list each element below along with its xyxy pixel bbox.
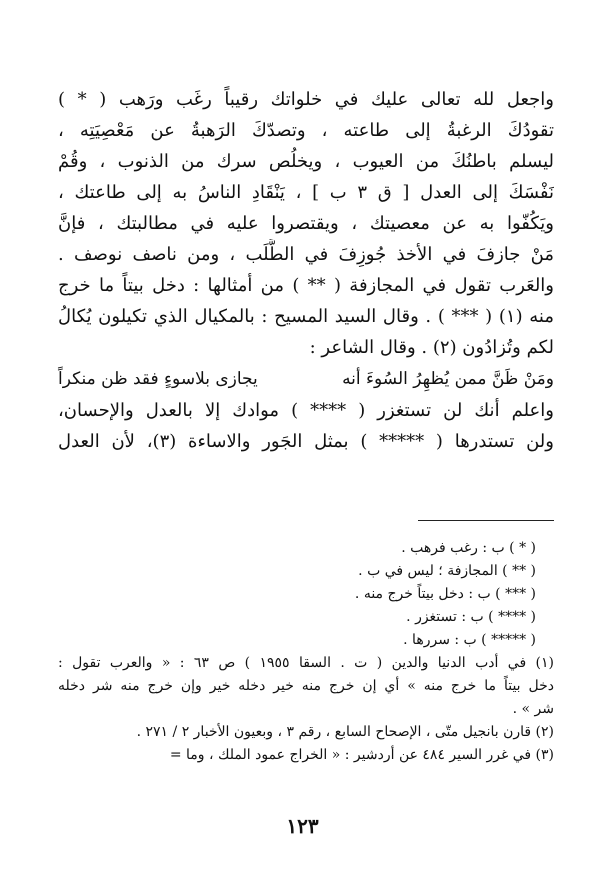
- text-line: ليسلم باطنُكَ من العيوب ، ويخلُص سرك من الذنوب ، وقُمْ: [58, 151, 554, 172]
- text-line: نَفْسَكَ إلى العدل [ ق ٣ ب ] ، يَنْقَادِ الناسُ به إلى طاعتك ،: [58, 182, 554, 203]
- footnotes: [58, 537, 554, 767]
- text-line: واعلم أنك لن تستغزر ( **** ) موادك إلا بالعدل والإحسان،: [58, 400, 554, 421]
- text-line: والعَرب تقول في المجازفة ( ** ) من أمثالها : دخل بيتاً ما خرج: [58, 275, 554, 296]
- footnote: ( *** ) ب : دخل بيتاً خرج منه .: [354, 586, 536, 602]
- footnote: (٣) في غرر السير ٤٨٤ عن أردشير : « الخراج عمود الملك ، وما =: [169, 747, 554, 763]
- footnote: شر » .: [512, 701, 554, 717]
- footnote: دخل بيتاً ما خرج منه » أي إن خرج منه خير دخله خير وإن خرج منه شر دخله: [58, 678, 554, 694]
- footnote: (١) في أدب الدنيا والدين ( ت . السقا ١٩٥٥ ) ص ٦٣ : « والعرب تقول :: [58, 655, 554, 671]
- footnote: ( * ) ب : رغب فرهب .: [401, 540, 536, 556]
- page-number: ١٢٣: [286, 814, 319, 838]
- poetry-verse: [58, 363, 554, 395]
- text-line: ولن تستدرها ( ***** ) بمثل الجَور والاساءة (٣)، لأن العدل: [58, 431, 554, 452]
- text-line: ويَكُفّوا به عن معصيتك ، ويقتصروا عليه في مطالبتك ، فإنَّ: [58, 213, 554, 234]
- text-line: لكم وتُزادُون (٢) . وقال الشاعر :: [309, 337, 554, 358]
- text-line: تقودُكَ الرغبةُ إلى طاعته ، وتصدّكَ الرَهبةُ عن مَعْصِيَتِه ،: [58, 120, 554, 141]
- footnote-separator: [418, 520, 554, 521]
- verse-second-hemistich: يجازى بلاسوءٍ فقد ظن منكراً: [58, 369, 258, 389]
- footnote: ( **** ) ب : تستغزر .: [406, 609, 536, 625]
- text-line: واجعل لله تعالى عليك في خلواتك رقيباً رغَب ورَهب ( * ): [58, 89, 554, 110]
- main-text: [58, 84, 554, 457]
- footnote: ( ** ) المجازفة ؛ ليس في ب .: [358, 563, 536, 579]
- footnote: ( ***** ) ب : سررها .: [403, 632, 536, 648]
- text-line: منه (١) ( *** ) . وقال السيد المسيح : بالمكيال الذي تكيلون يُكالُ: [58, 306, 554, 327]
- verse-first-hemistich: ومَنْ ظَنَّ ممن يُظهِرُ السُوءَ أنه: [342, 369, 554, 389]
- text-line: مَنْ جازفَ في الأخذ جُوزِفَ في الطَّلَب ، ومن ناصف نوصف .: [58, 244, 554, 265]
- footnote: (٢) قارن بانجيل متّى ، الإصحاح السابع ، رقم ٣ ، وبعيون الأخبار ٢ / ٢٧١ .: [136, 724, 554, 740]
